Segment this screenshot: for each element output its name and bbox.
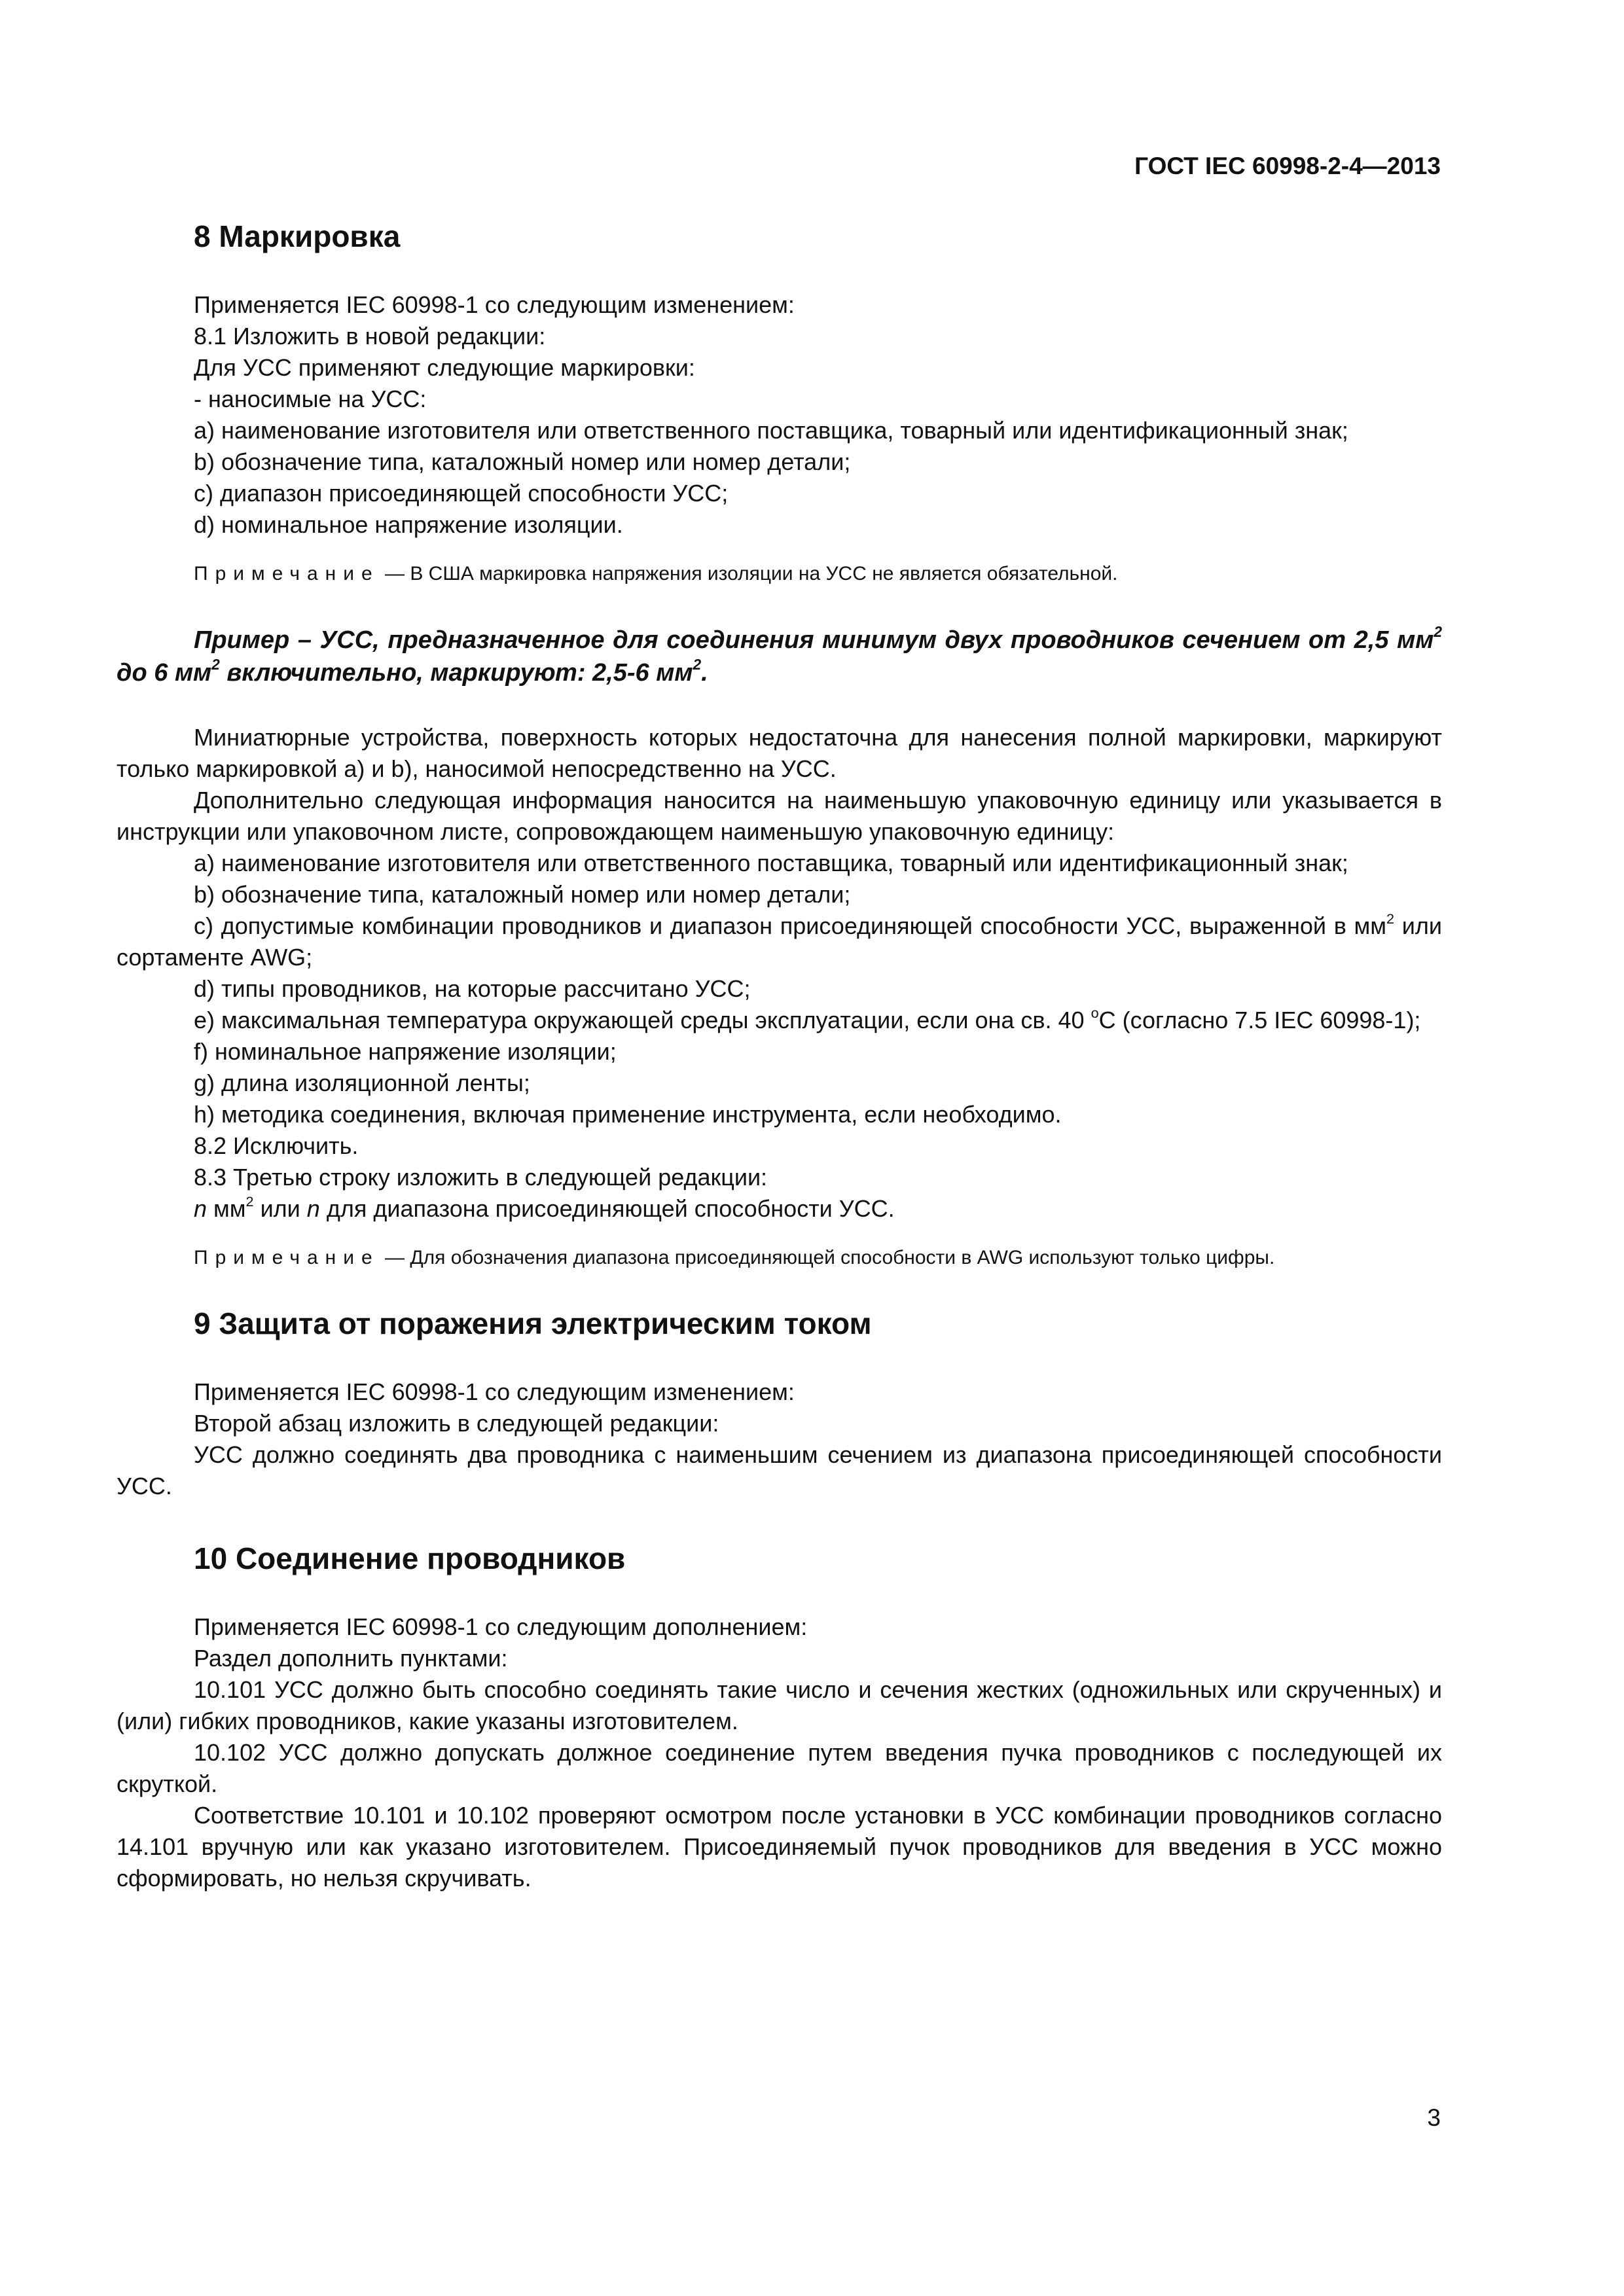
example-text: Пример – УСС, предназначенное для соединения минимум двух проводников сечением от 2,5 мм [194,626,1434,654]
formula-text: или [253,1195,307,1222]
list-item-text: или сортаменте AWG; [117,912,1442,971]
superscript: 2 [211,655,220,673]
superscript: о [1091,1004,1099,1021]
example-paragraph [117,624,1442,689]
list-item [117,1005,1442,1036]
variable: n [194,1195,208,1222]
paragraph: Раздел дополнить пунктами: [194,1645,508,1672]
example-text: включительно, маркируют: 2,5-6 мм [219,659,693,687]
section-8-title: 8 Маркировка [194,219,401,253]
paragraph: Миниатюрные устройства, поверхность которых недостаточна для нанесения полной маркировки, маркируют только маркировкой a) и b), наносимой непосредственно на УСС. [117,724,1442,782]
paragraph: Для УСС применяют следующие маркировки: [194,354,695,381]
document-code: ГОСТ IEC 60998-2-4—2013 [1134,152,1441,179]
section-9-title: 9 Защита от поражения электрическим током [194,1306,872,1340]
paragraph: Соответствие 10.101 и 10.102 проверяют осмотром после установки в УСС комбинации проводников согласно 14.101 вручную или как указано изготовителем. Присоединяемый пучок проводников для введения в УСС можно сформировать, но нельзя скручивать. [117,1802,1442,1892]
formula-text: для диапазона присоединяющей способности УСС. [319,1195,895,1222]
formula-text: мм [207,1195,246,1222]
superscript: 2 [1434,622,1442,640]
list-item-text: e) максимальная температура окружающей среды эксплуатации, если она св. 40 [194,1007,1091,1033]
section-10-title: 10 Соединение проводников [194,1541,626,1575]
list-item: b) обозначение типа, каталожный номер или номер детали; [194,881,851,908]
list-item-text: С (согласно 7.5 IEC 60998-1); [1098,1007,1421,1033]
example-text: . [701,659,708,687]
paragraph: 10.102 УСС должно допускать должное соединение путем введения пучка проводников с последующей их скруткой. [117,1739,1442,1797]
page-content [117,216,1442,1894]
superscript: 2 [1386,910,1395,927]
paragraph: УСС должно соединять два проводника с наименьшим сечением из диапазона присоединяющей способности УСС. [117,1441,1442,1499]
variable: n [306,1195,320,1222]
paragraph: Применяется IEC 60998-1 со следующим изменением: [194,291,795,318]
list-item: a) наименование изготовителя или ответственного поставщика, товарный или идентификационный знак; [194,417,1348,444]
superscript: 2 [245,1193,254,1210]
note-text: — Для обозначения диапазона присоединяющей способности в AWG используют только цифры. [379,1247,1275,1268]
page-number: 3 [1427,2104,1441,2131]
note [117,560,1442,588]
paragraph: Применяется IEC 60998-1 со следующим изменением: [194,1378,795,1405]
superscript: 2 [693,655,702,673]
list-item: b) обозначение типа, каталожный номер или номер детали; [194,448,851,475]
list-item: d) типы проводников, на которые рассчитано УСС; [194,975,751,1002]
example-text: до 6 мм [117,659,212,687]
paragraph: Второй абзац изложить в следующей редакции: [194,1410,719,1437]
list-item: g) длина изоляционной ленты; [194,1069,530,1096]
paragraph: - наносимые на УСС: [194,386,427,412]
paragraph: 10.101 УСС должно быть способно соединять такие число и сечения жестких (одножильных или скрученных) и (или) гибких проводников, какие указаны изготовителем. [117,1676,1442,1734]
list-item: c) диапазон присоединяющей способности УСС; [194,480,729,507]
list-item: a) наименование изготовителя или ответственного поставщика, товарный или идентификационный знак; [194,850,1348,876]
list-item: h) методика соединения, включая применение инструмента, если необходимо. [194,1101,1062,1128]
formula-line [117,1193,1442,1225]
paragraph: 8.3 Третью строку изложить в следующей редакции: [194,1164,768,1191]
paragraph: Применяется IEC 60998-1 со следующим дополнением: [194,1613,808,1640]
paragraph: 8.1 Изложить в новой редакции: [194,323,546,350]
note-label: Примечание [194,1247,380,1268]
list-item: d) номинальное напряжение изоляции. [194,511,623,538]
list-item-text: c) допустимые комбинации проводников и диапазон присоединяющей способности УСС, выраженной в мм [194,912,1387,939]
paragraph: Дополнительно следующая информация наносится на наименьшую упаковочную единицу или указывается в инструкции или упаковочном листе, сопровождающем наименьшую упаковочную единицу: [117,787,1442,845]
note-label: Примечание [194,563,380,584]
spacer [117,1502,1442,1538]
list-item [117,910,1442,973]
note-text: — В США маркировка напряжения изоляции на УСС не является обязательной. [379,563,1118,584]
list-item: f) номинальное напряжение изоляции; [194,1038,617,1065]
note [117,1244,1442,1272]
paragraph: 8.2 Исключить. [194,1132,359,1159]
